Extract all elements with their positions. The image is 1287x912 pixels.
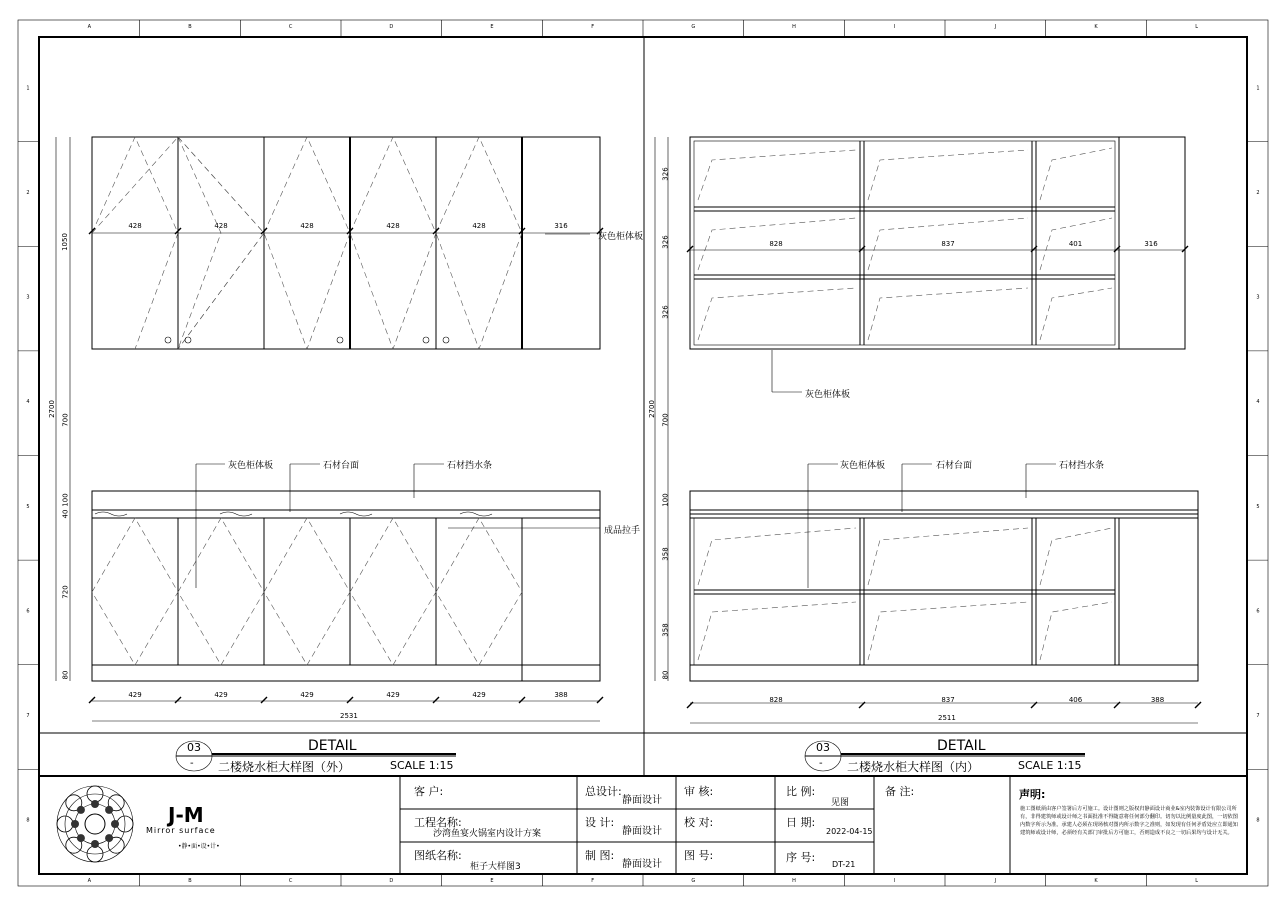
inner-frame (39, 37, 1247, 874)
left-handle-label: 成品拉手 (604, 526, 641, 536)
left-caption-title: DETAIL (308, 738, 357, 754)
grid-letter: I (893, 878, 896, 884)
ratio-label: 比 例: (786, 785, 816, 798)
project-label: 工程名称: (414, 816, 462, 829)
right-dim-u3: 326 (661, 305, 670, 319)
grid-letter: B (188, 24, 192, 30)
grid-letter: G (691, 24, 696, 30)
left-caption-number: 03 (187, 741, 201, 754)
grid-letter: K (1094, 24, 1098, 30)
check-label: 校 对: (684, 816, 714, 829)
figure-number-label: 图 号: (684, 849, 714, 862)
logo-mandala (57, 786, 133, 862)
right-caption-number: 03 (816, 741, 830, 754)
left-stone-top-label: 石材台面 (323, 461, 360, 471)
grid-letter: C (288, 24, 293, 30)
grid-letter: K (1094, 878, 1098, 884)
right-upper-board-label: 灰色柜体板 (805, 390, 851, 400)
grid-number: 6 (1256, 608, 1260, 615)
right-stone-top-label: 石材台面 (936, 461, 973, 471)
right-upper-cabinet (690, 137, 1119, 349)
grid-letter: C (288, 878, 293, 884)
grid-letter: B (188, 878, 192, 884)
notice-text: 施工图纸须由客户签署后方可施工。设计图则之版权归静面设计商业&室内装饰设计有限公司所有，非得建筑师或设计师之书面批准不得随意将任何部分翻印。切勿以比例量度此图，一切依图内数字所示为准。承建人必须在现场核对图内所示数字之准则，如发现有任何矛盾处应立即通知建筑师或设计师，必须经有关部门审批后方可施工，否则造成不良之一切后果均与设计无关。 (1020, 806, 1238, 836)
drafter-label: 制 图: (585, 849, 615, 862)
grid-letter: D (389, 878, 394, 884)
grid-number: 5 (1256, 503, 1260, 510)
right-caption-subtitle: 二楼烧水柜大样图（内） (847, 760, 980, 774)
grid-letter: A (87, 24, 92, 30)
designer-value: 静面设计 (622, 826, 662, 837)
grid-number: 8 (26, 817, 30, 824)
dimension-value: 429 (214, 691, 228, 699)
grid-letter: E (490, 24, 494, 30)
right-caption-dash: - (819, 758, 823, 769)
left-lower-cabinet (92, 491, 600, 681)
grid-number: 4 (26, 399, 30, 406)
grid-number: 7 (26, 713, 30, 720)
grid-number: 6 (26, 608, 30, 615)
right-dim-total: 2700 (647, 400, 656, 418)
grid-letter: L (1195, 878, 1199, 884)
dimension-value: 428 (128, 222, 142, 230)
drafter-value: 静面设计 (622, 859, 662, 870)
grid-number: 3 (26, 294, 30, 301)
client-label: 客 户: (414, 785, 444, 798)
dimension-value: 429 (472, 691, 486, 699)
chief-designer-value: 静面设计 (622, 795, 662, 806)
dimension-value: 429 (300, 691, 314, 699)
grid-number: 7 (1256, 713, 1260, 720)
grid-number: 8 (1256, 817, 1260, 824)
grid-letter: J (994, 24, 997, 30)
grid-letter: F (591, 878, 595, 884)
dimension-value: 837 (941, 696, 955, 704)
logo-title: J-M (168, 803, 204, 827)
dimension-value: 428 (472, 222, 486, 230)
sequence-label: 序 号: (786, 851, 816, 864)
right-caption-scale: SCALE 1:15 (1018, 759, 1082, 772)
dimension-value: 429 (386, 691, 400, 699)
dimension-value: 406 (1068, 696, 1083, 704)
logo-tagline: •静•面•设•计• (178, 843, 220, 850)
dimension-value: 401 (1068, 240, 1083, 248)
left-stone-strip-label: 石材挡水条 (447, 461, 493, 471)
chief-designer-label: 总设计: (585, 785, 622, 798)
left-upper-board-label: 灰色柜体板 (598, 232, 644, 242)
logo-subtitle: Mirror surface (146, 826, 216, 835)
right-stone-strip-label: 石材挡水条 (1059, 461, 1105, 471)
right-dim-u2: 326 (661, 235, 670, 249)
grid-row-numbers (26, 85, 1259, 823)
project-value: 沙湾鱼宴火锅室内设计方案 (433, 829, 542, 839)
right-dim-l1: 358 (661, 547, 670, 561)
right-board-label: 灰色柜体板 (840, 461, 886, 471)
date-label: 日 期: (786, 816, 816, 829)
grid-letter: H (792, 24, 796, 30)
grid-letter: A (87, 878, 92, 884)
dimension-value: 428 (214, 222, 228, 230)
notice-label: 声明: (1019, 788, 1046, 801)
date-value: 2022-04-15 (826, 827, 873, 836)
dimension-value: 388 (554, 691, 568, 699)
grid-number: 1 (26, 85, 30, 92)
remarks-label: 备 注: (885, 785, 915, 798)
right-lower-dimensions (687, 696, 1201, 708)
grid-number: 2 (1256, 189, 1260, 196)
right-elevation (655, 137, 1201, 723)
grid-letter: J (994, 878, 997, 884)
grid-letter: L (1195, 24, 1199, 30)
left-caption-scale: SCALE 1:15 (390, 759, 454, 772)
left-caption-subtitle: 二楼烧水柜大样图（外） (218, 760, 351, 774)
left-dim-upper: 1050 (60, 233, 69, 251)
left-elevation (56, 137, 603, 721)
grid-letter: E (490, 878, 494, 884)
left-dim-total-width: 2531 (340, 712, 358, 720)
grid-letter: F (591, 24, 595, 30)
right-dim-u1: 326 (661, 167, 670, 181)
grid-number: 2 (26, 189, 30, 196)
sequence-value: DT-21 (832, 860, 856, 869)
drawing-name-label: 图纸名称: (414, 849, 462, 862)
left-dim-band: 100 (61, 493, 70, 507)
right-dim-band: 100 (661, 493, 670, 507)
grid-letter: D (389, 24, 394, 30)
dimension-value: 388 (1150, 696, 1165, 704)
dimension-value: 428 (300, 222, 314, 230)
dimension-value: 428 (386, 222, 400, 230)
grid-number: 4 (1256, 399, 1260, 406)
right-lower-cabinet (690, 491, 1198, 681)
dimension-value: 837 (941, 240, 955, 248)
left-dim-total: 2700 (47, 400, 56, 418)
dimension-value: 429 (128, 691, 142, 699)
left-dim-mid: 700 (61, 413, 70, 427)
right-dim-total-width: 2511 (938, 714, 956, 722)
dimension-value: 316 (1144, 240, 1158, 248)
grid-number: 1 (1256, 85, 1260, 92)
ratio-value: 见图 (831, 798, 850, 808)
left-dim-lower: 720 (61, 585, 70, 599)
grid-letter: G (691, 878, 696, 884)
left-dim-band2: 40 (61, 509, 70, 519)
grid-letter: H (792, 878, 796, 884)
designer-label: 设 计: (585, 816, 615, 829)
right-dim-base: 80 (661, 670, 670, 680)
left-board-label: 灰色柜体板 (228, 461, 274, 471)
dimension-value: 316 (554, 222, 568, 230)
left-dim-base: 80 (61, 670, 70, 680)
review-label: 审 核: (684, 785, 714, 798)
dimension-value: 828 (769, 696, 783, 704)
right-dim-mid: 700 (661, 413, 670, 427)
dimension-value: 828 (769, 240, 783, 248)
grid-letter: I (893, 24, 896, 30)
grid-number: 3 (1256, 294, 1260, 301)
drawing-name-value: 柜子大样图3 (470, 862, 521, 872)
grid-number: 5 (26, 503, 30, 510)
right-caption-title: DETAIL (937, 738, 986, 754)
right-dim-l2: 358 (661, 623, 670, 637)
left-caption-dash: - (190, 758, 194, 769)
